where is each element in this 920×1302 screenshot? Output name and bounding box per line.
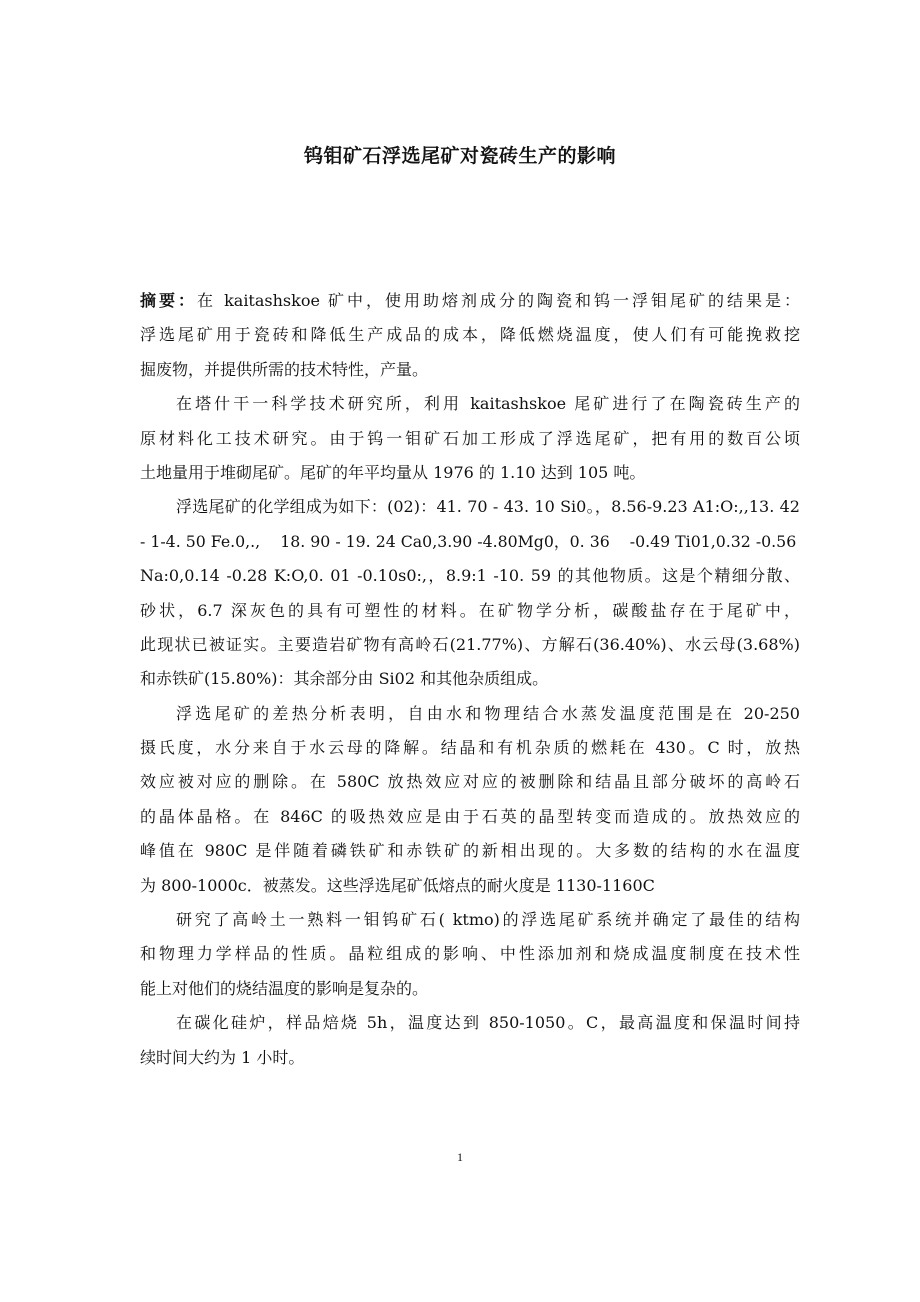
- paragraph-line: 研究了高岭土一熟料一钼钨矿石( ktmo)的浮选尾矿系统并确定了最佳的结构: [176, 910, 800, 930]
- abstract-line: 掘废物，并提供所需的技术特性，产量。: [140, 359, 429, 379]
- paragraph-line: 效应被对应的删除。在 580C 放热效应对应的被删除和结晶且部分破坏的高岭石: [140, 772, 800, 792]
- paragraph-line: 和赤铁矿(15.80%)：其余部分由 Si02 和其他杂质组成。: [140, 669, 549, 689]
- paragraph-line: 砂状，6.7 深灰色的具有可塑性的材料。在矿物学分析，碳酸盐存在于尾矿中，: [140, 600, 800, 620]
- paragraph-line: 此现状已被证实。主要造岩矿物有高岭石(21.77%)、方解石(36.40%)、水云母(3.68%): [140, 634, 800, 654]
- paragraph-line: 在碳化硅炉，样品焙烧 5h，温度达到 850-1050。C，最高温度和保温时间持: [176, 1013, 800, 1033]
- paragraph-line: 原材料化工技术研究。由于钨一钼矿石加工形成了浮选尾矿，把有用的数百公顷: [140, 428, 800, 448]
- document-title: 钨钼矿石浮选尾矿对瓷砖生产的影响: [303, 145, 616, 167]
- abstract-text: 在 kaitashskoe 矿中，使用助熔剂成分的陶瓷和钨一浮钼尾矿的结果是：: [197, 291, 800, 310]
- paragraph-line: 续时间大约为 1 小时。: [140, 1047, 305, 1067]
- page-number: 1: [457, 1150, 463, 1164]
- paragraph-line: 和物理力学样品的性质。晶粒组成的影响、中性添加剂和烧成温度制度在技术性: [140, 944, 800, 964]
- paragraph-line: Na:0,0.14 -0.28 K:O,0. 01 -0.10s0:,，8.9:1 -10. 59 的其他物质。这是个精细分散、: [140, 566, 800, 586]
- paragraph-line: - 1-4. 50 Fe.0,., 18. 90 - 19. 24 Ca0,3.90 -4.80Mg0，0. 36 -0.49 Ti01,0.32 -0.56: [140, 531, 797, 551]
- document-body: [140, 284, 800, 1075]
- paragraph-line: 能上对他们的烧结温度的影响是复杂的。: [140, 978, 429, 998]
- paragraph-line: 摄氏度，水分来自于水云母的降解。结晶和有机杂质的燃耗在 430。C 时，放热: [140, 738, 800, 758]
- abstract-label: 摘要：: [140, 291, 197, 310]
- paragraph-line: 在塔什干一科学技术研究所，利用 kaitashskoe 尾矿进行了在陶瓷砖生产的: [176, 394, 800, 414]
- abstract-line: [140, 284, 800, 318]
- paragraph-line: 峰值在 980C 是伴随着磷铁矿和赤铁矿的新相出现的。大多数的结构的水在温度: [140, 841, 800, 861]
- abstract-line: 浮选尾矿用于瓷砖和降低生产成品的成本，降低燃烧温度，使人们有可能挽救挖: [140, 325, 800, 345]
- paragraph-line: 土地量用于堆砌尾矿。尾矿的年平均量从 1976 的 1.10 达到 105 吨。: [140, 462, 646, 482]
- paragraph-line: 为 800-1000c．被蒸发。这些浮选尾矿低熔点的耐火度是 1130-1160C: [140, 875, 655, 895]
- paragraph-line: 浮选尾矿的化学组成为如下：(02)：41. 70 - 43. 10 Si0。，8.56-9.23 A1:O:,,13. 42: [176, 497, 800, 517]
- paragraph-line: 浮选尾矿的差热分析表明，自由水和物理结合水蒸发温度范围是在 20-250: [176, 703, 800, 723]
- paragraph-line: 的晶体晶格。在 846C 的吸热效应是由于石英的晶型转变而造成的。放热效应的: [140, 806, 800, 826]
